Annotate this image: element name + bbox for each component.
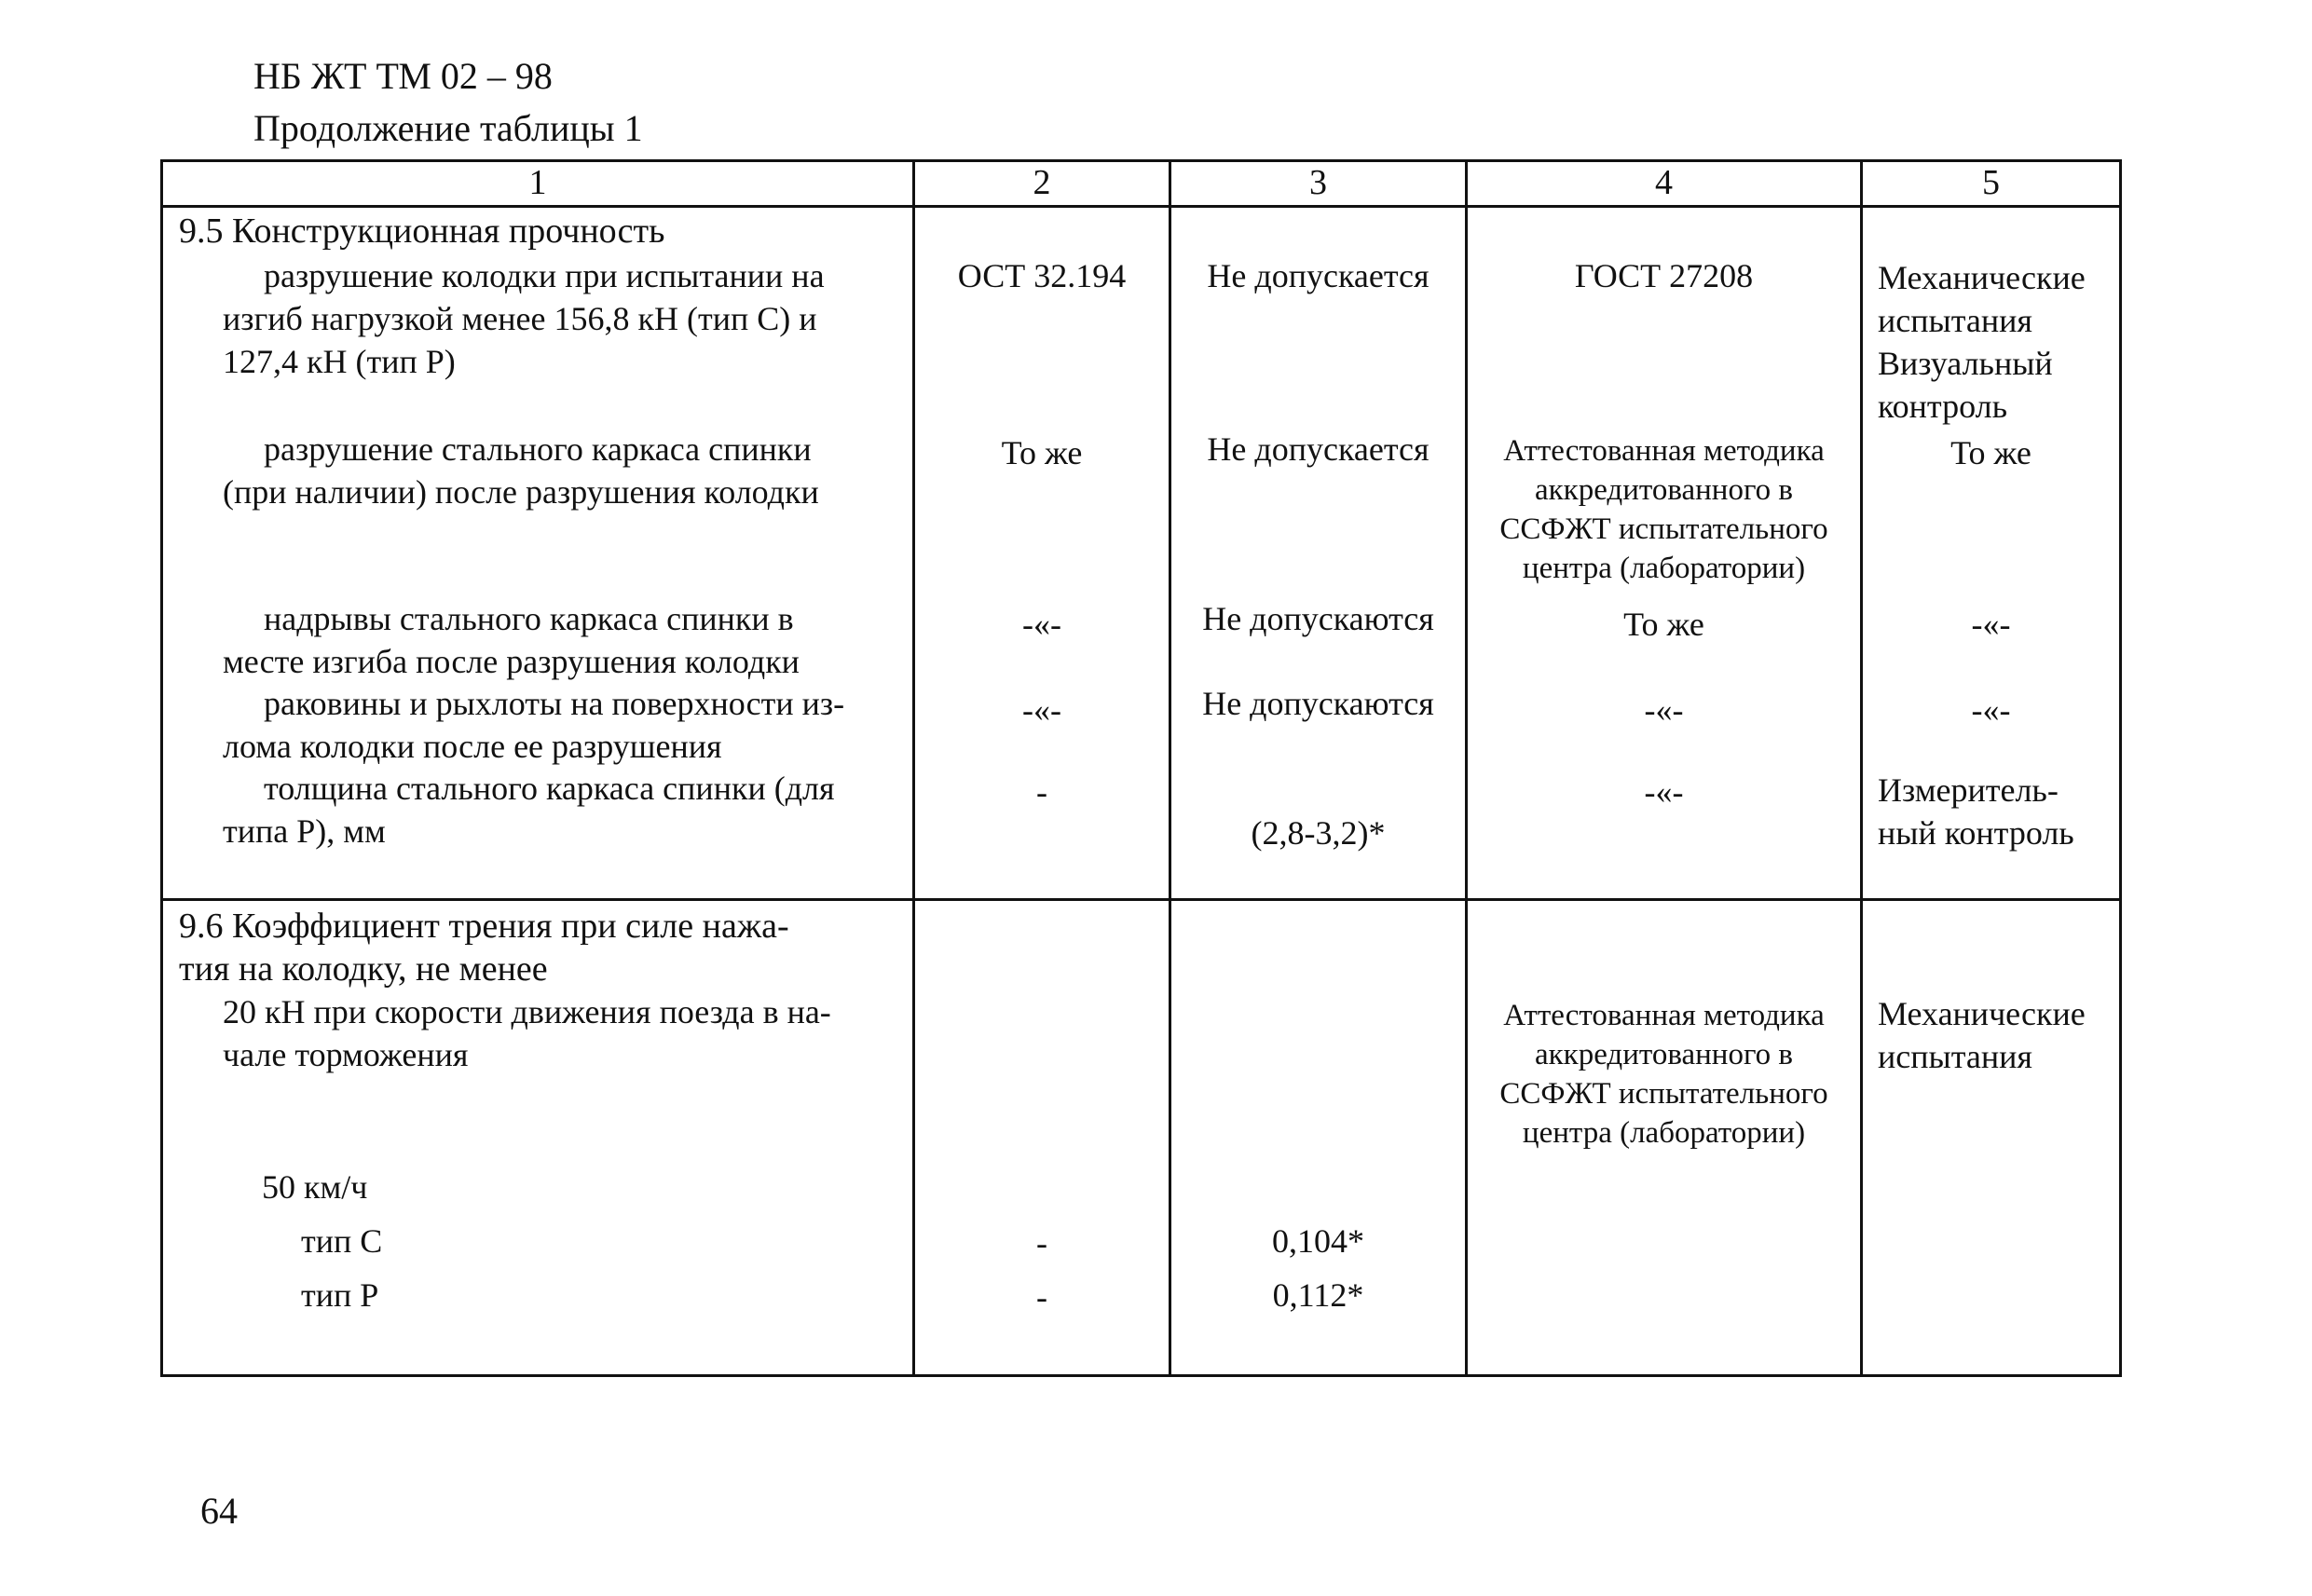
section-9-6-standards [914, 900, 1170, 1376]
control-type: контроль [1878, 388, 2008, 425]
requirement-value: Не допускается [1207, 430, 1430, 468]
section-9-6-methods [1467, 900, 1862, 1376]
test-method: ССФЖТ испытательного [1499, 1077, 1828, 1111]
standard-ref: ОСТ 32.194 [957, 257, 1127, 294]
section-9-6-control [1862, 900, 2121, 1376]
requirement-value: 0,104* [1272, 1222, 1364, 1260]
control-type: То же [1950, 434, 2032, 471]
control-type: испытания [1878, 302, 2032, 339]
requirement-value: 0,112* [1272, 1276, 1364, 1314]
test-method: центра (лаборатории) [1522, 1116, 1806, 1150]
type-label: тип Р [301, 1276, 379, 1314]
requirement-value: Не допускаются [1202, 685, 1434, 722]
column-number: 4 [1467, 161, 1862, 207]
parameter-line: раковины и рыхлоты на поверхности из- [264, 685, 845, 722]
standard-ref: - [1036, 773, 1047, 811]
test-method: -«- [1644, 773, 1684, 811]
test-method: То же [1623, 606, 1704, 643]
parameter-line: 127,4 кН (тип Р) [223, 343, 456, 380]
section-9-5-control [1862, 207, 2121, 900]
requirement-value: Не допускаются [1202, 600, 1434, 637]
parameter-line: толщина стального каркаса спинки (для [264, 770, 835, 807]
control-type: Измеритель- [1878, 771, 2059, 809]
section-9-6-values [1170, 900, 1467, 1376]
parameter-line: надрывы стального каркаса спинки в [264, 600, 794, 637]
parameter-line: (при наличии) после разрушения колодки [223, 473, 819, 511]
parameter-line: чале торможения [223, 1036, 469, 1073]
test-method: Аттестованная методика [1503, 999, 1825, 1032]
control-type: Механические [1878, 259, 2086, 296]
column-number: 5 [1862, 161, 2121, 207]
test-method: аккредитованного в [1534, 1038, 1794, 1071]
test-method: ССФЖТ испытательного [1499, 512, 1828, 546]
type-label: тип С [301, 1222, 383, 1260]
standard-ref: То же [1001, 434, 1083, 471]
parameter-line: разрушение колодки при испытании на [264, 257, 825, 294]
parameter-line: лома колодки после ее разрушения [223, 728, 722, 765]
control-type: -«- [1971, 606, 2011, 643]
section-9-5-parameters [162, 207, 914, 900]
parameter-line: изгиб нагрузкой менее 156,8 кН (тип С) и [223, 300, 817, 337]
section-9-5-standards [914, 207, 1170, 900]
section-9-5-row [162, 207, 2121, 900]
parameter-line: 20 кН при скорости движения поезда в на- [223, 993, 831, 1030]
parameter-line: разрушение стального каркаса спинки [264, 430, 812, 468]
column-number-row [162, 161, 2121, 207]
standard-ref: - [1036, 1224, 1047, 1262]
standard-ref: -«- [1022, 691, 1061, 729]
standard-ref: - [1036, 1278, 1047, 1316]
section-9-5-values [1170, 207, 1467, 900]
test-method: аккредитованного в [1534, 473, 1794, 507]
parameter-line: типа Р), мм [223, 812, 386, 850]
table-caption: Продолжение таблицы 1 [253, 107, 643, 149]
requirement-value: Не допускается [1207, 257, 1430, 294]
section-9-6-row [162, 900, 2121, 1376]
section-9-6-parameters [162, 900, 914, 1376]
test-method: центра (лаборатории) [1522, 552, 1806, 585]
control-type: ный контроль [1878, 814, 2074, 852]
standard-ref: -«- [1022, 606, 1061, 643]
document-code: НБ ЖТ ТМ 02 – 98 [253, 55, 553, 97]
parameter-line: месте изгиба после разрушения колодки [223, 643, 800, 680]
control-type: -«- [1971, 691, 2011, 729]
requirements-table [160, 159, 2122, 1377]
test-method: Аттестованная методика [1503, 434, 1825, 468]
section-title: 9.5 Конструкционная прочность [179, 211, 665, 251]
section-9-5-methods [1467, 207, 1862, 900]
control-type: Визуальный [1878, 345, 2053, 382]
control-type: испытания [1878, 1038, 2032, 1075]
column-number: 2 [914, 161, 1170, 207]
test-method: -«- [1644, 691, 1684, 729]
section-title: тия на колодку, не менее [179, 949, 548, 989]
speed-label: 50 км/ч [262, 1168, 368, 1206]
test-method: ГОСТ 27208 [1574, 257, 1754, 294]
page-number: 64 [200, 1490, 238, 1532]
requirement-value: (2,8-3,2)* [1251, 814, 1386, 852]
control-type: Механические [1878, 995, 2086, 1032]
column-number: 1 [162, 161, 914, 207]
section-title: 9.6 Коэффициент трения при силе нажа- [179, 907, 789, 946]
column-number: 3 [1170, 161, 1467, 207]
